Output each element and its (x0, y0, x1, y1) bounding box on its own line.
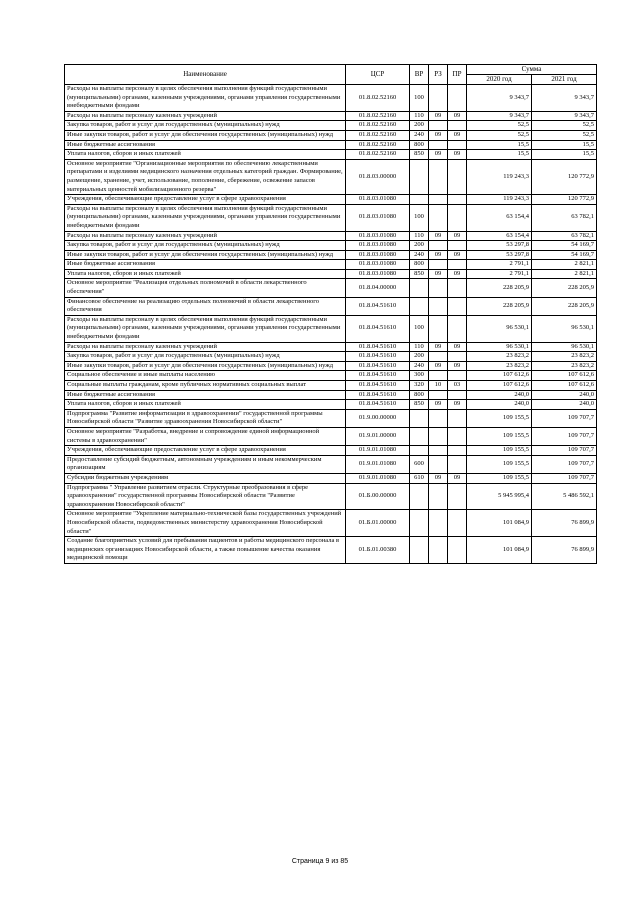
row-pr (448, 260, 467, 270)
row-rz (429, 315, 448, 342)
row-sum-2021: 15,5 (532, 140, 597, 150)
row-rz: 09 (429, 231, 448, 241)
row-vr: 300 (410, 371, 429, 381)
row-vr: 850 (410, 150, 429, 160)
row-csr: 01.8.03.01080 (346, 269, 410, 279)
row-rz (429, 537, 448, 564)
row-name: Иные бюджетные ассигнования (65, 390, 346, 400)
row-sum-2020: 228 205,9 (467, 297, 532, 315)
table-header (65, 65, 597, 85)
row-name: Социальные выплаты гражданам, кроме публичных нормативных социальных выплат (65, 381, 346, 391)
table-row (65, 409, 597, 427)
row-vr: 240 (410, 361, 429, 371)
row-csr: 01.8.03.01080 (346, 241, 410, 251)
row-vr: 110 (410, 342, 429, 352)
row-pr (448, 241, 467, 251)
table-row (65, 140, 597, 150)
table-row (65, 279, 597, 297)
row-sum-2021: 228 205,9 (532, 297, 597, 315)
row-sum-2020: 109 155,5 (467, 446, 532, 456)
row-csr: 01.8.04.51610 (346, 315, 410, 342)
row-sum-2021: 107 612,6 (532, 371, 597, 381)
row-vr (410, 537, 429, 564)
row-name: Социальное обеспечение и иные выплаты населению (65, 371, 346, 381)
row-csr: 01.8.04.51610 (346, 371, 410, 381)
row-vr: 800 (410, 390, 429, 400)
row-sum-2020: 52,5 (467, 121, 532, 131)
row-pr (448, 315, 467, 342)
row-name: Иные закупки товаров, работ и услуг для обеспечения государственных (муниципальных) нужд (65, 130, 346, 140)
row-sum-2020: 53 297,8 (467, 250, 532, 260)
row-sum-2020: 119 243,3 (467, 195, 532, 205)
row-sum-2021: 109 707,7 (532, 455, 597, 473)
header-year-2020: 2020 год (467, 75, 532, 85)
row-vr: 600 (410, 455, 429, 473)
row-sum-2021: 76 899,9 (532, 537, 597, 564)
row-sum-2020: 240,0 (467, 400, 532, 410)
row-sum-2021: 96 530,1 (532, 315, 597, 342)
row-sum-2020: 101 084,9 (467, 537, 532, 564)
row-sum-2021: 54 169,7 (532, 250, 597, 260)
row-name: Уплата налогов, сборов и иных платежей (65, 400, 346, 410)
row-sum-2021: 5 486 592,1 (532, 483, 597, 510)
row-sum-2021: 76 899,9 (532, 510, 597, 537)
row-rz (429, 390, 448, 400)
row-name: Основное мероприятие "Укрепление материально-технической базы государственных учреждений Новосибирской области, подведомственных министерству здравоохранения Новосибирской области" (65, 510, 346, 537)
row-name: Учреждения, обеспечивающие предоставление услуг в сфере здравоохранения (65, 446, 346, 456)
row-sum-2020: 228 205,9 (467, 279, 532, 297)
table-row (65, 159, 597, 194)
row-vr: 240 (410, 250, 429, 260)
row-vr (410, 427, 429, 445)
row-pr (448, 140, 467, 150)
row-name: Предоставление субсидий бюджетным, автономным учреждениям и иным некоммерческим организациям (65, 455, 346, 473)
row-pr: 09 (448, 250, 467, 260)
row-rz (429, 204, 448, 231)
row-sum-2020: 23 823,2 (467, 361, 532, 371)
table-row (65, 250, 597, 260)
row-pr (448, 390, 467, 400)
row-sum-2021: 2 821,1 (532, 269, 597, 279)
budget-table (64, 64, 597, 564)
table-row (65, 390, 597, 400)
table-row (65, 455, 597, 473)
row-sum-2020: 63 154,4 (467, 204, 532, 231)
page-footer: Страница 9 из 85 (291, 858, 349, 865)
row-pr: 09 (448, 361, 467, 371)
row-rz (429, 140, 448, 150)
row-sum-2021: 63 782,1 (532, 204, 597, 231)
row-rz (429, 85, 448, 112)
row-sum-2021: 240,0 (532, 400, 597, 410)
row-sum-2021: 2 821,1 (532, 260, 597, 270)
row-pr (448, 279, 467, 297)
row-sum-2021: 9 343,7 (532, 85, 597, 112)
row-pr (448, 371, 467, 381)
table-row (65, 427, 597, 445)
row-vr (410, 279, 429, 297)
table-row (65, 342, 597, 352)
table-row (65, 297, 597, 315)
row-sum-2020: 15,5 (467, 150, 532, 160)
row-csr: 01.8.02.52160 (346, 111, 410, 121)
row-csr: 01.8.02.52160 (346, 85, 410, 112)
row-vr: 200 (410, 352, 429, 362)
row-sum-2021: 52,5 (532, 121, 597, 131)
row-name: Расходы на выплаты персоналу казенных учреждений (65, 231, 346, 241)
row-sum-2021: 109 707,7 (532, 446, 597, 456)
row-pr (448, 121, 467, 131)
row-pr: 09 (448, 400, 467, 410)
row-sum-2021: 109 707,7 (532, 409, 597, 427)
row-pr (448, 483, 467, 510)
row-sum-2020: 119 243,3 (467, 159, 532, 194)
table-row (65, 85, 597, 112)
row-sum-2021: 63 782,1 (532, 231, 597, 241)
row-csr: 01.8.04.51610 (346, 400, 410, 410)
row-rz (429, 455, 448, 473)
row-rz (429, 241, 448, 251)
row-pr: 09 (448, 473, 467, 483)
row-csr: 01.9.01.00000 (346, 427, 410, 445)
row-name: Создание благоприятных условий для пребывания пациентов и работы медицинского персонала в медицинских организациях Новосибирской области, а также повышение качества оказания медицинской помощи (65, 537, 346, 564)
row-rz: 09 (429, 150, 448, 160)
row-sum-2020: 2 791,1 (467, 260, 532, 270)
header-name: Наименование (65, 65, 346, 85)
row-csr: 01.8.04.51610 (346, 352, 410, 362)
table-row (65, 195, 597, 205)
table-row (65, 510, 597, 537)
row-rz: 10 (429, 381, 448, 391)
row-name: Расходы на выплаты персоналу в целях обеспечения выполнения функций государственными (муниципальными) органами, казенными учреждениями, органами управления государственными внебюджетными фондами (65, 204, 346, 231)
row-csr: 01.8.02.52160 (346, 150, 410, 160)
row-sum-2021: 109 707,7 (532, 473, 597, 483)
row-name: Иные бюджетные ассигнования (65, 140, 346, 150)
row-sum-2020: 240,0 (467, 390, 532, 400)
row-pr: 09 (448, 342, 467, 352)
row-pr (448, 204, 467, 231)
row-csr: 01.9.01.01080 (346, 473, 410, 483)
table-row (65, 473, 597, 483)
row-pr (448, 537, 467, 564)
row-rz: 09 (429, 269, 448, 279)
row-rz (429, 297, 448, 315)
row-name: Финансовое обеспечение на реализацию отдельных полномочий в области лекарственного обеспечения (65, 297, 346, 315)
table-row (65, 381, 597, 391)
row-csr: 01.8.02.52160 (346, 140, 410, 150)
row-sum-2021: 109 707,7 (532, 427, 597, 445)
row-sum-2020: 15,5 (467, 140, 532, 150)
row-vr (410, 297, 429, 315)
row-csr: 01.8.04.51610 (346, 297, 410, 315)
row-name: Уплата налогов, сборов и иных платежей (65, 150, 346, 160)
table-row (65, 400, 597, 410)
row-vr: 850 (410, 400, 429, 410)
row-sum-2021: 96 530,1 (532, 342, 597, 352)
row-csr: 01.8.03.01080 (346, 231, 410, 241)
row-rz: 09 (429, 250, 448, 260)
row-rz (429, 409, 448, 427)
row-name: Подпрограмма "Развитие информатизации в здравоохранении" государственной программы Новосибирской области "Развитие здравоохранения Новосибирской области" (65, 409, 346, 427)
row-vr: 240 (410, 130, 429, 140)
row-vr: 610 (410, 473, 429, 483)
row-csr: 01.8.03.01080 (346, 260, 410, 270)
row-sum-2021: 9 343,7 (532, 111, 597, 121)
row-csr: 01.8.02.52160 (346, 130, 410, 140)
row-rz: 09 (429, 342, 448, 352)
row-pr: 03 (448, 381, 467, 391)
table-row (65, 260, 597, 270)
row-vr: 800 (410, 260, 429, 270)
row-rz (429, 510, 448, 537)
row-vr: 110 (410, 111, 429, 121)
table-row (65, 121, 597, 131)
row-vr (410, 510, 429, 537)
table-body (65, 85, 597, 564)
row-vr (410, 159, 429, 194)
row-pr: 09 (448, 111, 467, 121)
row-pr (448, 409, 467, 427)
row-vr (410, 409, 429, 427)
row-sum-2020: 2 791,1 (467, 269, 532, 279)
row-sum-2020: 96 530,1 (467, 315, 532, 342)
header-pr: ПР (448, 65, 467, 85)
header-year-2021: 2021 год (532, 75, 597, 85)
row-name: Субсидии бюджетным учреждениям (65, 473, 346, 483)
row-sum-2020: 5 945 995,4 (467, 483, 532, 510)
row-sum-2020: 9 343,7 (467, 111, 532, 121)
row-sum-2020: 23 823,2 (467, 352, 532, 362)
table-row (65, 241, 597, 251)
header-csr: ЦСР (346, 65, 410, 85)
table-row (65, 352, 597, 362)
row-csr: 01.Б.01.00380 (346, 537, 410, 564)
row-sum-2021: 120 772,9 (532, 159, 597, 194)
table-row (65, 150, 597, 160)
table-row (65, 130, 597, 140)
row-sum-2021: 15,5 (532, 150, 597, 160)
row-csr: 01.9.01.01080 (346, 455, 410, 473)
row-vr: 320 (410, 381, 429, 391)
row-sum-2021: 23 823,2 (532, 352, 597, 362)
table-row (65, 361, 597, 371)
row-sum-2020: 63 154,4 (467, 231, 532, 241)
row-csr: 01.8.02.52160 (346, 121, 410, 131)
row-csr: 01.Б.00.00000 (346, 483, 410, 510)
row-name: Иные закупки товаров, работ и услуг для обеспечения государственных (муниципальных) нужд (65, 361, 346, 371)
row-vr (410, 446, 429, 456)
row-pr (448, 195, 467, 205)
row-csr: 01.8.03.00000 (346, 159, 410, 194)
row-sum-2021: 23 823,2 (532, 361, 597, 371)
row-rz (429, 446, 448, 456)
row-vr: 110 (410, 231, 429, 241)
row-vr (410, 195, 429, 205)
row-sum-2020: 109 155,5 (467, 409, 532, 427)
row-rz (429, 352, 448, 362)
row-pr (448, 297, 467, 315)
row-pr: 09 (448, 130, 467, 140)
row-sum-2020: 101 084,9 (467, 510, 532, 537)
row-csr: 01.9.01.01080 (346, 446, 410, 456)
row-name: Основное мероприятие "Разработка, внедрение и сопровождение единой информационной системы в здравоохранении" (65, 427, 346, 445)
row-sum-2020: 109 155,5 (467, 473, 532, 483)
row-sum-2021: 240,0 (532, 390, 597, 400)
table-row (65, 231, 597, 241)
row-csr: 01.8.04.51610 (346, 381, 410, 391)
row-vr: 100 (410, 85, 429, 112)
row-sum-2021: 52,5 (532, 130, 597, 140)
header-rz: РЗ (429, 65, 448, 85)
row-pr (448, 85, 467, 112)
table-row (65, 111, 597, 121)
row-name: Основное мероприятие "Реализация отдельных полномочий в области лекарственного обеспечения" (65, 279, 346, 297)
row-name: Уплата налогов, сборов и иных платежей (65, 269, 346, 279)
row-pr (448, 446, 467, 456)
row-vr: 850 (410, 269, 429, 279)
row-sum-2020: 109 155,5 (467, 455, 532, 473)
row-name: Подпрограмма " Управление развитием отрасли. Структурные преобразования в сфере здравоохранения" государственной программы Новосибирской области "Развитие здравоохранения Новосибирской области" (65, 483, 346, 510)
row-rz: 09 (429, 111, 448, 121)
row-csr: 01.8.04.00000 (346, 279, 410, 297)
table-row (65, 315, 597, 342)
row-csr: 01.8.04.51610 (346, 361, 410, 371)
row-name: Расходы на выплаты персоналу в целях обеспечения выполнения функций государственными (муниципальными) органами, казенными учреждениями, органами управления государственными внебюджетными фондами (65, 85, 346, 112)
row-vr: 800 (410, 140, 429, 150)
row-rz (429, 195, 448, 205)
row-rz (429, 483, 448, 510)
row-pr (448, 352, 467, 362)
row-sum-2020: 96 530,1 (467, 342, 532, 352)
row-sum-2020: 107 612,6 (467, 371, 532, 381)
row-sum-2021: 54 169,7 (532, 241, 597, 251)
table-row (65, 483, 597, 510)
row-csr: 01.9.00.00000 (346, 409, 410, 427)
row-name: Расходы на выплаты персоналу в целях обеспечения выполнения функций государственными (муниципальными) органами, казенными учреждениями, органами управления государственными внебюджетными фондами (65, 315, 346, 342)
table-row (65, 204, 597, 231)
row-sum-2021: 107 612,6 (532, 381, 597, 391)
row-name: Расходы на выплаты персоналу казенных учреждений (65, 111, 346, 121)
row-rz (429, 159, 448, 194)
row-sum-2021: 120 772,9 (532, 195, 597, 205)
row-name: Закупка товаров, работ и услуг для государственных (муниципальных) нужд (65, 241, 346, 251)
row-vr: 200 (410, 241, 429, 251)
row-csr: 01.8.03.01080 (346, 204, 410, 231)
row-rz (429, 260, 448, 270)
row-vr: 200 (410, 121, 429, 131)
row-rz: 09 (429, 473, 448, 483)
row-name: Расходы на выплаты персоналу казенных учреждений (65, 342, 346, 352)
row-rz: 09 (429, 130, 448, 140)
row-csr: 01.Б.01.00000 (346, 510, 410, 537)
row-pr (448, 455, 467, 473)
table-row (65, 537, 597, 564)
row-sum-2020: 53 297,8 (467, 241, 532, 251)
row-name: Иные закупки товаров, работ и услуг для обеспечения государственных (муниципальных) нужд (65, 250, 346, 260)
table-row (65, 446, 597, 456)
row-name: Основное мероприятие "Организационные мероприятия по обеспечению лекарственными препаратами и изделиями медицинского назначения отдельных категорий граждан. Формирование, размещение, хранение, учет, использование, пополнение, сбережение, освежение запасов материальных ценностей мобилизационного резерва" (65, 159, 346, 194)
row-rz (429, 279, 448, 297)
row-vr: 100 (410, 315, 429, 342)
row-name: Закупка товаров, работ и услуг для государственных (муниципальных) нужд (65, 352, 346, 362)
row-rz (429, 427, 448, 445)
table-row (65, 269, 597, 279)
row-pr (448, 510, 467, 537)
row-sum-2021: 228 205,9 (532, 279, 597, 297)
table-row (65, 371, 597, 381)
row-sum-2020: 109 155,5 (467, 427, 532, 445)
row-vr: 100 (410, 204, 429, 231)
row-name: Иные бюджетные ассигнования (65, 260, 346, 270)
row-name: Учреждения, обеспечивающие предоставление услуг в сфере здравоохранения (65, 195, 346, 205)
row-rz (429, 121, 448, 131)
row-pr: 09 (448, 231, 467, 241)
row-csr: 01.8.03.01080 (346, 250, 410, 260)
header-sum: Сумма (467, 65, 597, 75)
row-rz (429, 371, 448, 381)
row-csr: 01.8.04.51610 (346, 390, 410, 400)
row-rz: 09 (429, 361, 448, 371)
row-rz: 09 (429, 400, 448, 410)
row-vr (410, 483, 429, 510)
row-sum-2020: 52,5 (467, 130, 532, 140)
row-csr: 01.8.03.01080 (346, 195, 410, 205)
row-csr: 01.8.04.51610 (346, 342, 410, 352)
row-sum-2020: 9 343,7 (467, 85, 532, 112)
row-sum-2020: 107 612,6 (467, 381, 532, 391)
row-pr: 09 (448, 269, 467, 279)
row-name: Закупка товаров, работ и услуг для государственных (муниципальных) нужд (65, 121, 346, 131)
header-vr: ВР (410, 65, 429, 85)
row-pr (448, 427, 467, 445)
row-pr (448, 159, 467, 194)
row-pr: 09 (448, 150, 467, 160)
